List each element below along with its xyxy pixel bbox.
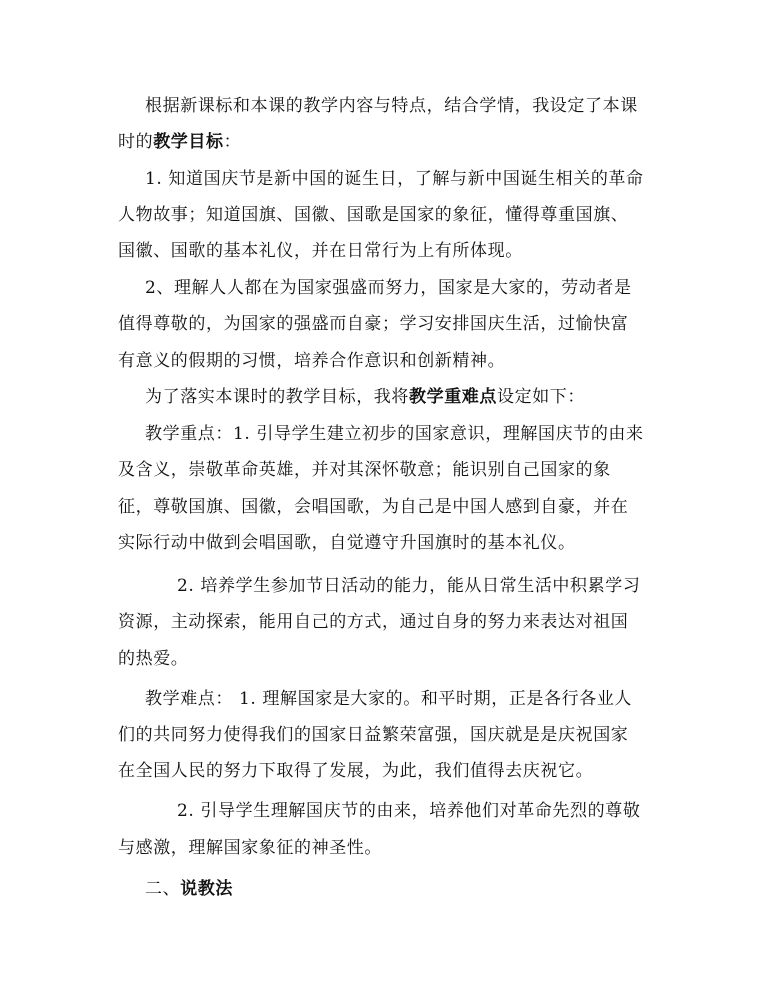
paragraph-line (118, 648, 188, 670)
paragraph-line (118, 350, 505, 372)
paragraph-line (145, 423, 644, 445)
text-run: 在全国人民的努力下取得了发展，为此，我们值得去庆祝它。 (118, 761, 594, 781)
paragraph-line (118, 837, 382, 859)
section-number: 二、 (145, 879, 181, 899)
paragraph-line (118, 760, 593, 782)
text-run: 根据新课标和本课的教学内容与特点，结合学情，我设定了本课 (145, 96, 638, 116)
paragraph-line (118, 532, 576, 554)
bold-term: 教学目标 (153, 132, 224, 152)
bold-term: 教学重难点 (409, 387, 497, 407)
paragraph-line (145, 168, 644, 190)
text-run: 与感激，理解国家象征的神圣性。 (118, 838, 382, 858)
text-run: 及含义，崇敬革命英雄，并对其深怀敬意；能识别自己国家的象 (118, 460, 611, 480)
text-run: 实际行动中做到会唱国歌，自觉遵守升国旗时的基本礼仪。 (118, 533, 576, 553)
paragraph-line (145, 386, 585, 408)
text-run: 国徽、国歌的基本礼仪，并在日常行为上有所体现。 (118, 241, 523, 261)
paragraph-line (118, 611, 628, 633)
text-run: 设定如下： (497, 387, 585, 407)
paragraph-line (118, 496, 628, 518)
text-run: 时的 (118, 132, 154, 152)
text-run: 征，尊敬国旗、国徽，会唱国歌，为自己是中国人感到自豪，并在 (118, 497, 629, 517)
text-run: 资源，主动探索，能用自己的方式，通过自身的努力来表达对祖国 (118, 612, 629, 632)
paragraph-line (177, 575, 640, 597)
text-run: 们的共同努力使得我们的国家日益繁荣富强，国庆就是是庆祝国家 (118, 725, 629, 745)
paragraph-line (118, 240, 523, 262)
paragraph-line (145, 688, 632, 710)
text-run: 为了落实本课时的教学目标，我将 (145, 387, 409, 407)
section-title: 说教法 (180, 879, 234, 899)
paragraph-line (118, 131, 241, 153)
text-run: 2. 引导学生理解国庆节的由来，培养他们对革命先烈的尊敬 (177, 801, 641, 821)
text-run: 2、理解人人都在为国家强盛而努力，国家是大家的，劳动者是 (145, 278, 632, 298)
text-run: 有意义的假期的习惯，培养合作意识和创新精神。 (118, 351, 506, 371)
paragraph-line (118, 204, 628, 226)
paragraph-line (118, 459, 611, 481)
paragraph-line (145, 95, 638, 117)
paragraph-line (177, 800, 640, 822)
text-run: 值得尊敬的，为国家的强盛而自豪；学习安排国庆生活，过愉快富 (118, 314, 629, 334)
text-run: 1. 知道国庆节是新中国的诞生日，了解与新中国诞生相关的革命 (145, 169, 644, 189)
text-run: 人物故事；知道国旗、国徽、国歌是国家的象征，懂得尊重国旗、 (118, 205, 629, 225)
paragraph-line (118, 313, 628, 335)
paragraph-line (118, 724, 628, 746)
text-run: ： (223, 132, 242, 152)
section-heading (145, 878, 233, 900)
text-run: 的热爱。 (118, 649, 189, 669)
text-run: 2. 培养学生参加节日活动的能力，能从日常生活中积累学习 (177, 576, 641, 596)
paragraph-line (145, 277, 632, 299)
text-run: 教学重点：1. 引导学生建立初步的国家意识，理解国庆节的由来 (145, 424, 644, 444)
text-run: 教学难点： 1. 理解国家是大家的。和平时期，正是各行各业人 (145, 689, 633, 709)
